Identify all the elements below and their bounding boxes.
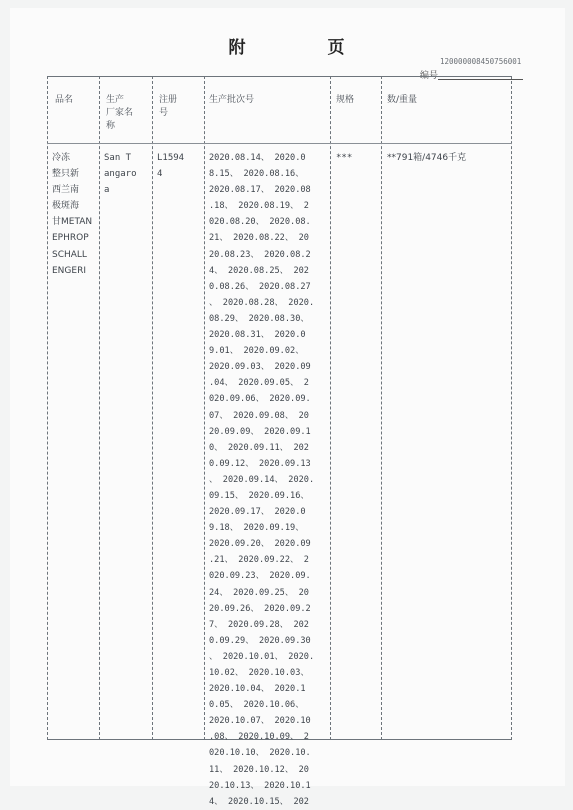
batch-line: 08.29、 2020.08.30、 [209,313,309,324]
registration-line: 4 [157,169,163,180]
batch-line: 0.09.12、 2020.09.13 [209,458,311,469]
batch-line: 21、 2020.08.22、 20 [209,233,309,244]
batch-line: 0.08.26、 2020.08.27 [209,281,311,292]
batch-line: .08、 2020.10.09、 2 [209,732,309,743]
product-name-line: 西兰南 [52,185,80,196]
cell-batch [209,150,314,810]
batch-line: 10.02、 2020.10.03、 [209,668,309,678]
column-divider [152,76,153,740]
header-manufacturer: 生产 厂家名 称 [106,95,134,131]
batch-line: 7、 2020.09.28、 202 [209,619,309,630]
bianhao-label: 编号 [420,71,439,81]
batch-line: 20.09.26、 2020.09.2 [209,603,311,614]
batch-line: 2020.09.17、 2020.0 [209,507,306,518]
batch-line: 0.09.29、 2020.09.30 [209,635,311,646]
page-title: 附 页 [228,38,383,58]
document-number: 120000008450756001 [440,57,522,66]
batch-line: .21、 2020.09.22、 2 [209,555,309,566]
batch-line: 2020.10.07、 2020.10 [209,716,311,727]
batch-line: 2020.09.20、 2020.09 [209,539,311,550]
batch-line: 、 2020.10.01、 2020. [209,651,315,662]
column-divider [330,76,331,740]
batch-line: 0、 2020.09.11、 202 [209,442,309,453]
batch-line: 2020.08.31、 2020.0 [209,330,306,341]
batch-line: 20.09.09、 2020.09.1 [209,426,311,437]
manufacturer-line: a [104,185,110,196]
batch-line: 11、 2020.10.12、 20 [209,764,309,775]
header-spec: 规格 [336,95,355,105]
batch-line: 9.18、 2020.09.19、 [209,523,304,534]
batch-line: 09.15、 2020.09.16、 [209,490,309,501]
product-name-line: 冷冻 [52,153,71,163]
registration-line: L1594 [157,153,185,163]
column-divider [381,76,382,740]
cell-spec: *** [336,153,353,163]
header-quantity: 数/重量 [387,95,418,105]
product-name-line: 甘METAN [52,217,93,228]
batch-line: 2020.08.14、 2020.0 [209,153,306,163]
batch-line: 07、 2020.09.08、 20 [209,410,309,421]
column-divider [204,76,205,740]
batch-line: 2020.09.03、 2020.09 [209,362,311,373]
header-batch: 生产批次号 [209,95,255,105]
cell-manufacturer [104,150,137,198]
batch-line: 0.05、 2020.10.06、 [209,700,304,711]
column-divider [99,76,100,740]
batch-line: 020.10.10、 2020.10. [209,748,311,759]
batch-line: 020.09.23、 2020.09. [209,571,311,582]
product-name-line: 极斑海 [52,201,80,212]
cell-quantity: **791箱/4746千克 [387,153,467,163]
header-separator [47,143,512,144]
product-name-line: 整只新 [52,169,80,180]
header-product-name: 品名 [55,95,74,105]
cell-registration [157,150,184,182]
batch-line: .18、 2020.08.19、 2 [209,201,309,212]
batch-line: 20.08.23、 2020.08.2 [209,249,311,260]
batch-line: 、 2020.09.14、 2020. [209,474,315,485]
batch-line: 9.01、 2020.09.02、 [209,346,304,357]
product-name-line: EPHROP [52,233,89,244]
product-name-line: SCHALL [52,249,87,260]
product-name-line: ENGERI [52,265,86,276]
batch-line: 4、 2020.08.25、 202 [209,265,309,276]
batch-line: 24、 2020.09.25、 20 [209,587,309,598]
batch-line: 2020.10.04、 2020.1 [209,684,306,695]
batch-line: 20.10.13、 2020.10.1 [209,780,311,791]
manufacturer-line: San T [104,153,132,163]
column-divider [511,76,512,740]
cell-product-name [52,150,92,279]
batch-line: 、 2020.08.28、 2020. [209,297,315,308]
batch-line: .04、 2020.09.05、 2 [209,378,309,389]
batch-line: 020.09.06、 2020.09. [209,394,311,405]
header-registration: 注册 号 [159,95,178,118]
column-divider [47,76,48,740]
manufacturer-line: angaro [104,169,137,180]
batch-line: 2020.08.17、 2020.08 [209,185,311,196]
batch-line: 020.08.20、 2020.08. [209,217,311,228]
batch-line: 8.15、 2020.08.16、 [209,169,304,180]
batch-line: 4、 2020.10.15、 202 [209,796,309,807]
